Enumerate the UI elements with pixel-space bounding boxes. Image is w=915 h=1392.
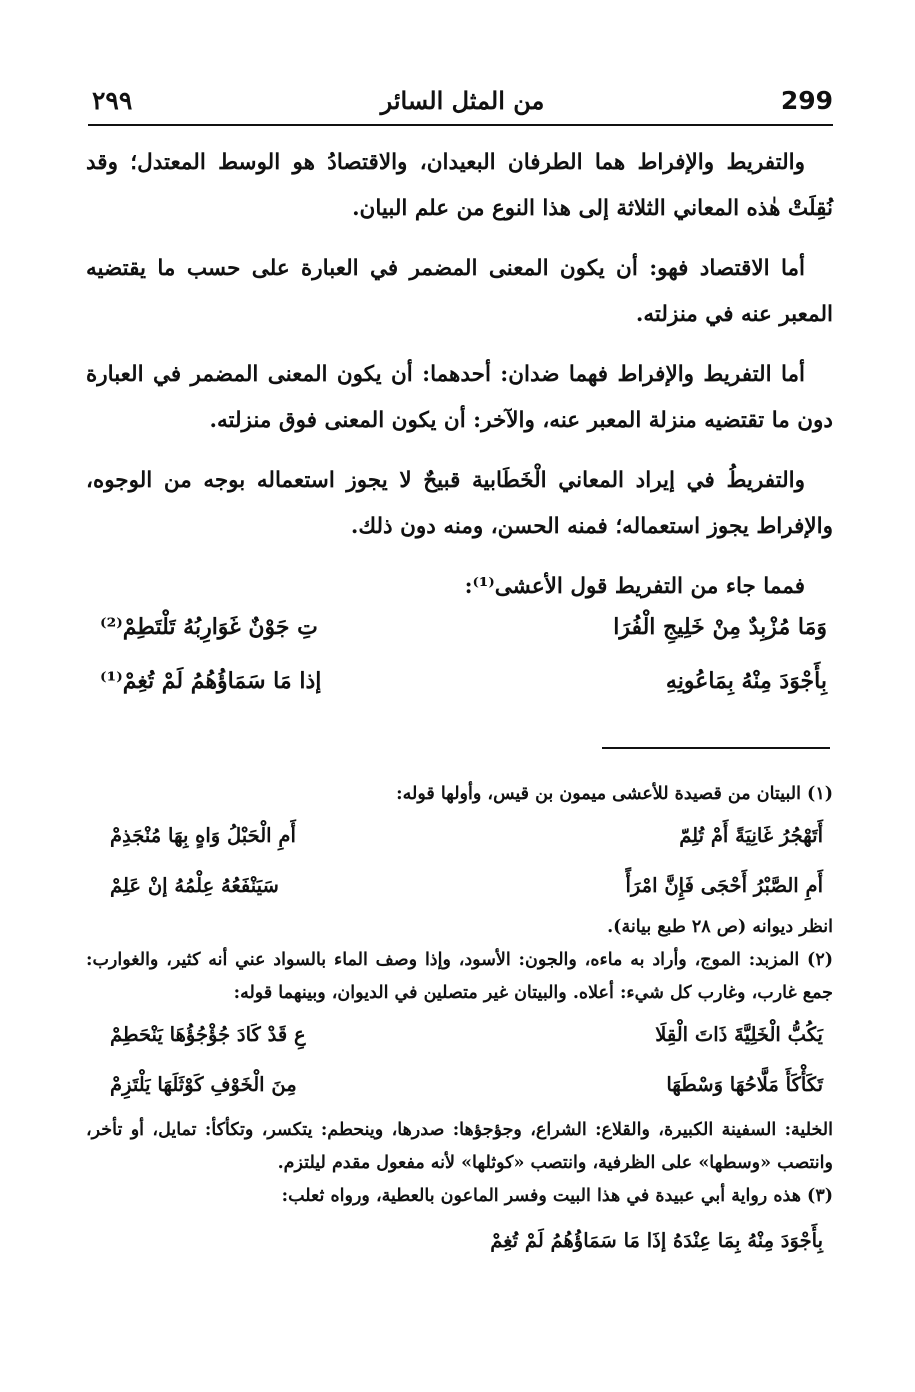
verse-line [100, 654, 827, 708]
verse-second-hemistich: سَيَنْفَعُهُ عِلْمُهُ إنْ عَلِمْ [110, 874, 279, 897]
footnote-rule [602, 747, 830, 749]
footnotes [86, 778, 833, 1269]
paragraph: والتفريط والإفراط هما الطرفان البعيدان، والاقتصادُ هو الوسط المعتدل؛ وقد نُقِلَتْ هٰذه المعاني الثلاثة إلى هذا النوع من علم البيان. [86, 150, 833, 221]
footnote-reference: انظر ديوانه (ص ٢٨ طبع بيانة). [607, 917, 833, 937]
verse-first-hemistich: أَمِ الصَّبْرُ أَحْجَى فَإِنَّ امْرَأً [625, 874, 823, 897]
verse-second-hemistich: تِ جَوْنٌ غَوَارِبُهُ تَلْتَطِمْ⁽²⁾ [100, 614, 318, 640]
footnote-3: (٣) هذه رواية أبي عبيدة في هذا البيت وفسر الماعون بالعطية، ورواه ثعلب: [281, 1186, 833, 1206]
paragraph: فمما جاء من التفريط قول الأعشى⁽¹⁾: [464, 574, 805, 599]
poem-verses [100, 600, 827, 708]
footnote-verse-line [86, 861, 833, 911]
page-number-arabic: ٢٩٩ [92, 86, 133, 115]
verse-second-hemistich: أَمِ الْحَبْلُ وَاهٍ بِهَا مُنْجَذِمْ [110, 824, 296, 847]
page-number: 299 [780, 86, 833, 115]
paragraph: أما التفريط والإفراط فهما ضدان: أحدهما: أن يكون المعنى المضمر في العبارة دون ما تقتضيه منزلة المعبر عنه، والآخر: أن يكون المعنى فوق منزلته. [86, 362, 833, 433]
header-rule [88, 124, 833, 126]
verse-first-hemistich: يَكُبُّ الْخَلِيَّةَ ذَاتَ الْقِلَا [655, 1023, 823, 1046]
footnote-verse-line [86, 1060, 833, 1110]
main-text [86, 140, 833, 624]
footnote-verse-line: بِأَجْوَدَ مِنْهُ بِمَا عِنْدَهُ إذَا مَا سَمَاؤُهُمُ لَمْ تُغِمْ [490, 1229, 823, 1252]
verse-second-hemistich: مِنَ الْخَوْفِ كَوْثَلَهَا يَلْتَزِمْ [110, 1073, 297, 1096]
footnote-verse-line [86, 811, 833, 861]
verse-line [100, 600, 827, 654]
verse-first-hemistich: بِأَجْوَدَ مِنْهُ بِمَاعُونِهِ [665, 668, 827, 694]
footnote-2: (٢) المزبد: الموج، وأراد به ماءه، والجون: الأسود، وإذا وصف الماء بالسواد عني أنه كثير، والغوارب: جمع غارب، وغارب كل شيء: أعلاه. والبيتان غير متصلين في الديوان، وبينهما قوله: [86, 950, 833, 1003]
running-title: من المثل السائر [380, 86, 545, 115]
footnote-verse-line [86, 1010, 833, 1060]
page-header [92, 86, 833, 122]
paragraph: أما الاقتصاد فهو: أن يكون المعنى المضمر في العبارة على حسب ما يقتضيه المعبر عنه في منزلته. [86, 256, 833, 327]
verse-first-hemistich: تَكَأْكَأَ مَلَّاحُهَا وَسْطَهَا [666, 1073, 823, 1096]
paragraph: والتفريطُ في إيراد المعاني الْخَطَابية قبيحٌ لا يجوز استعماله بوجه من الوجوه، والإفراط يجوز استعماله؛ فمنه الحسن، ومنه دون ذلك. [86, 468, 833, 539]
footnote-1: (١) البيتان من قصيدة للأعشى ميمون بن قيس، وأولها قوله: [396, 784, 833, 804]
verse-second-hemistich: إذا مَا سَمَاؤُهُمُ لَمْ تُغِمْ⁽¹⁾ [100, 668, 322, 694]
verse-first-hemistich: وَمَا مُزْبِدٌ مِنْ خَلِيجِ الْفُرَا [613, 614, 827, 640]
verse-first-hemistich: أَتَهْجُرُ غَانِيَةً أَمْ تُلِمّ [679, 824, 823, 847]
footnote-gloss: الخلية: السفينة الكبيرة، والقلاع: الشراع، وجؤجؤها: صدرها، وينحطم: يتكسر، وتكأكأ: تمايل، أو تأخر، وانتصب «وسطها» على الظرفية، وانتصب «كوثلها» لأنه مفعول مقدم ليلتزم. [86, 1120, 833, 1173]
verse-second-hemistich: عِ قَدْ كَادَ جُؤْجُؤُهَا يَنْحَطِمْ [110, 1023, 306, 1046]
